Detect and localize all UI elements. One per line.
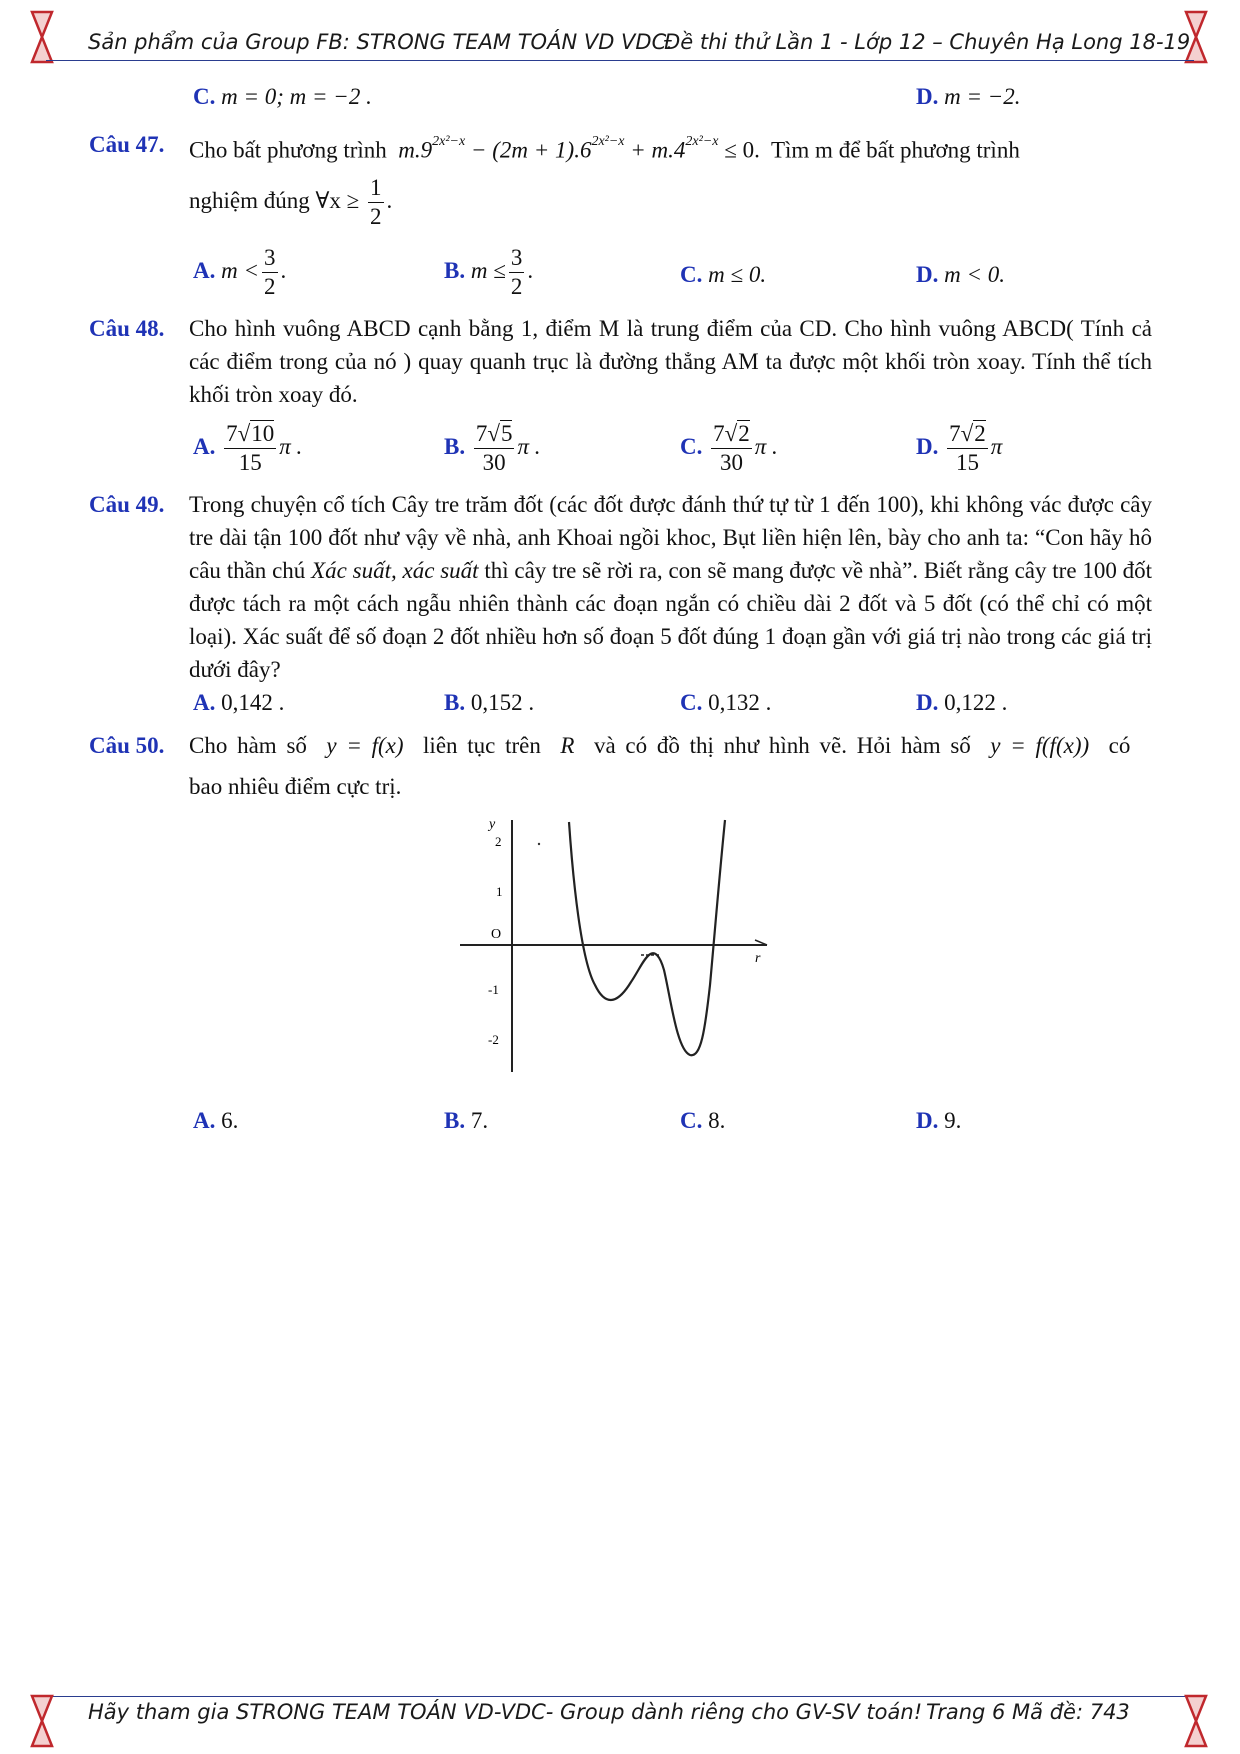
graph-dot	[538, 843, 540, 845]
footer-rule	[46, 1696, 1194, 1697]
q48-label: Câu 48.	[89, 316, 165, 341]
q47-stem-line2: nghiệm đúng ∀x ≥ $\frac{1}{2}$ .	[189, 175, 393, 229]
q49-option-d: D. 0,122 .	[916, 690, 1008, 715]
q47-option-a: A. m < $\frac{3}{2}$ .	[193, 245, 287, 299]
graph-curve	[569, 820, 725, 1055]
tick-label-neg2: -2	[488, 1032, 499, 1047]
q48-stem: Cho hình vuông ABCD cạnh bằng 1, điểm M là trung điểm của CD. Cho hình vuông ABCD( Tính cả các điểm trong của nó ) quay quanh trục là đường thẳng AM ta được một khối tròn xoay. Tính thể tích khối tròn xoay đó.	[189, 316, 1152, 407]
header-right-text: Đề thi thử Lần 1 - Lớp 12 – Chuyên Hạ Long 18-19	[664, 30, 1191, 54]
tick-label-neg1: -1	[488, 982, 499, 997]
q46-option-d: D. m = −2.	[916, 84, 1021, 109]
q49-option-b: B. 0,152 .	[444, 690, 535, 715]
header-rule	[46, 60, 1194, 61]
q48-option-d: D. $\frac{7√2}{15}$ π	[916, 421, 1003, 475]
header-ornament-left	[30, 10, 54, 64]
x-axis-label: r	[755, 951, 761, 966]
q50-option-d: D. 9.	[916, 1108, 962, 1133]
page-header	[0, 0, 1240, 70]
q50-option-a: A. 6.	[193, 1108, 239, 1133]
q47-stem-line1: Cho bất phương trình $m.9^{2x^2-x} - (2m + 1).6^{2x^2-x} + m.4^{2x^2-x} \le 0$. Tìm m để bất phương trình	[189, 134, 1020, 163]
q47-label: Câu 47.	[89, 132, 165, 157]
footer-ornament-right	[1184, 1694, 1208, 1748]
q47-option-b: B. m ≤ $\frac{3}{2}$ .	[444, 245, 534, 299]
q50-label: Câu 50.	[89, 733, 165, 758]
y-axis-label: y	[489, 817, 496, 832]
q46-option-c: C. m = 0; m = −2 .	[193, 84, 372, 109]
q49-option-c: C. 0,132 .	[680, 690, 772, 715]
tick-label-1: 1	[496, 884, 503, 899]
q47-option-c: C. m ≤ 0.	[680, 262, 767, 287]
q49-label: Câu 49.	[89, 492, 165, 517]
tick-label-2: 2	[495, 834, 502, 849]
q50-stem-line1: Cho hàm số y = f(x) liên tục trên R và có đồ thị như hình vẽ. Hỏi hàm số y = f(f(x)) có	[189, 733, 1131, 758]
footer-right-text: Trang 6 Mã đề: 743	[926, 1700, 1130, 1724]
q50-option-c: C. 8.	[680, 1108, 726, 1133]
header-ornament-right	[1184, 10, 1208, 64]
footer-ornament-left	[30, 1694, 54, 1748]
header-left-text: Sản phẩm của Group FB: STRONG TEAM TOÁN VD VDC.	[88, 30, 673, 54]
footer-left-text: Hãy tham gia STRONG TEAM TOÁN VD-VDC- Group dành riêng cho GV-SV toán!	[88, 1700, 923, 1724]
q48-option-b: B. $\frac{7√5}{30}$ π .	[444, 421, 541, 475]
q49-option-a: A. 0,142 .	[193, 690, 285, 715]
q49-stem: Trong chuyện cổ tích Cây tre trăm đốt (các đốt được đánh thứ tự từ 1 đến 100), khi không vác được cây tre dài tận 100 đốt như vậy về nhà, anh Khoai ngồi khoc, Bụt liền hiện lên, bày cho anh ta: “Con hãy hô câu thần chú Xác suất, xác suất thì cây tre sẽ rời ra, con sẽ mang được về nhà”. Biết rằng cây tre 100 đốt được tách ra một cách ngẫu nhiên thành các đoạn ngắn có chiều dài 2 đốt và 5 đốt (có thể chỉ có một loại). Xác suất để số đoạn 2 đốt nhiều hơn số đoạn 5 đốt đúng 1 đoạn gần với giá trị nào trong các giá trị dưới đây?	[189, 492, 1152, 682]
q48-option-a: A. $\frac{7√10}{15}$ π .	[193, 421, 303, 475]
function-graph	[455, 810, 785, 1075]
q50-stem-line2: bao nhiêu điểm cực trị.	[189, 774, 402, 799]
q50-option-b: B. 7.	[444, 1108, 489, 1133]
origin-label: O	[491, 927, 502, 942]
q47-option-d: D. m < 0.	[916, 262, 1006, 287]
q48-option-c: C. $\frac{7√2}{30}$ π .	[680, 421, 778, 475]
